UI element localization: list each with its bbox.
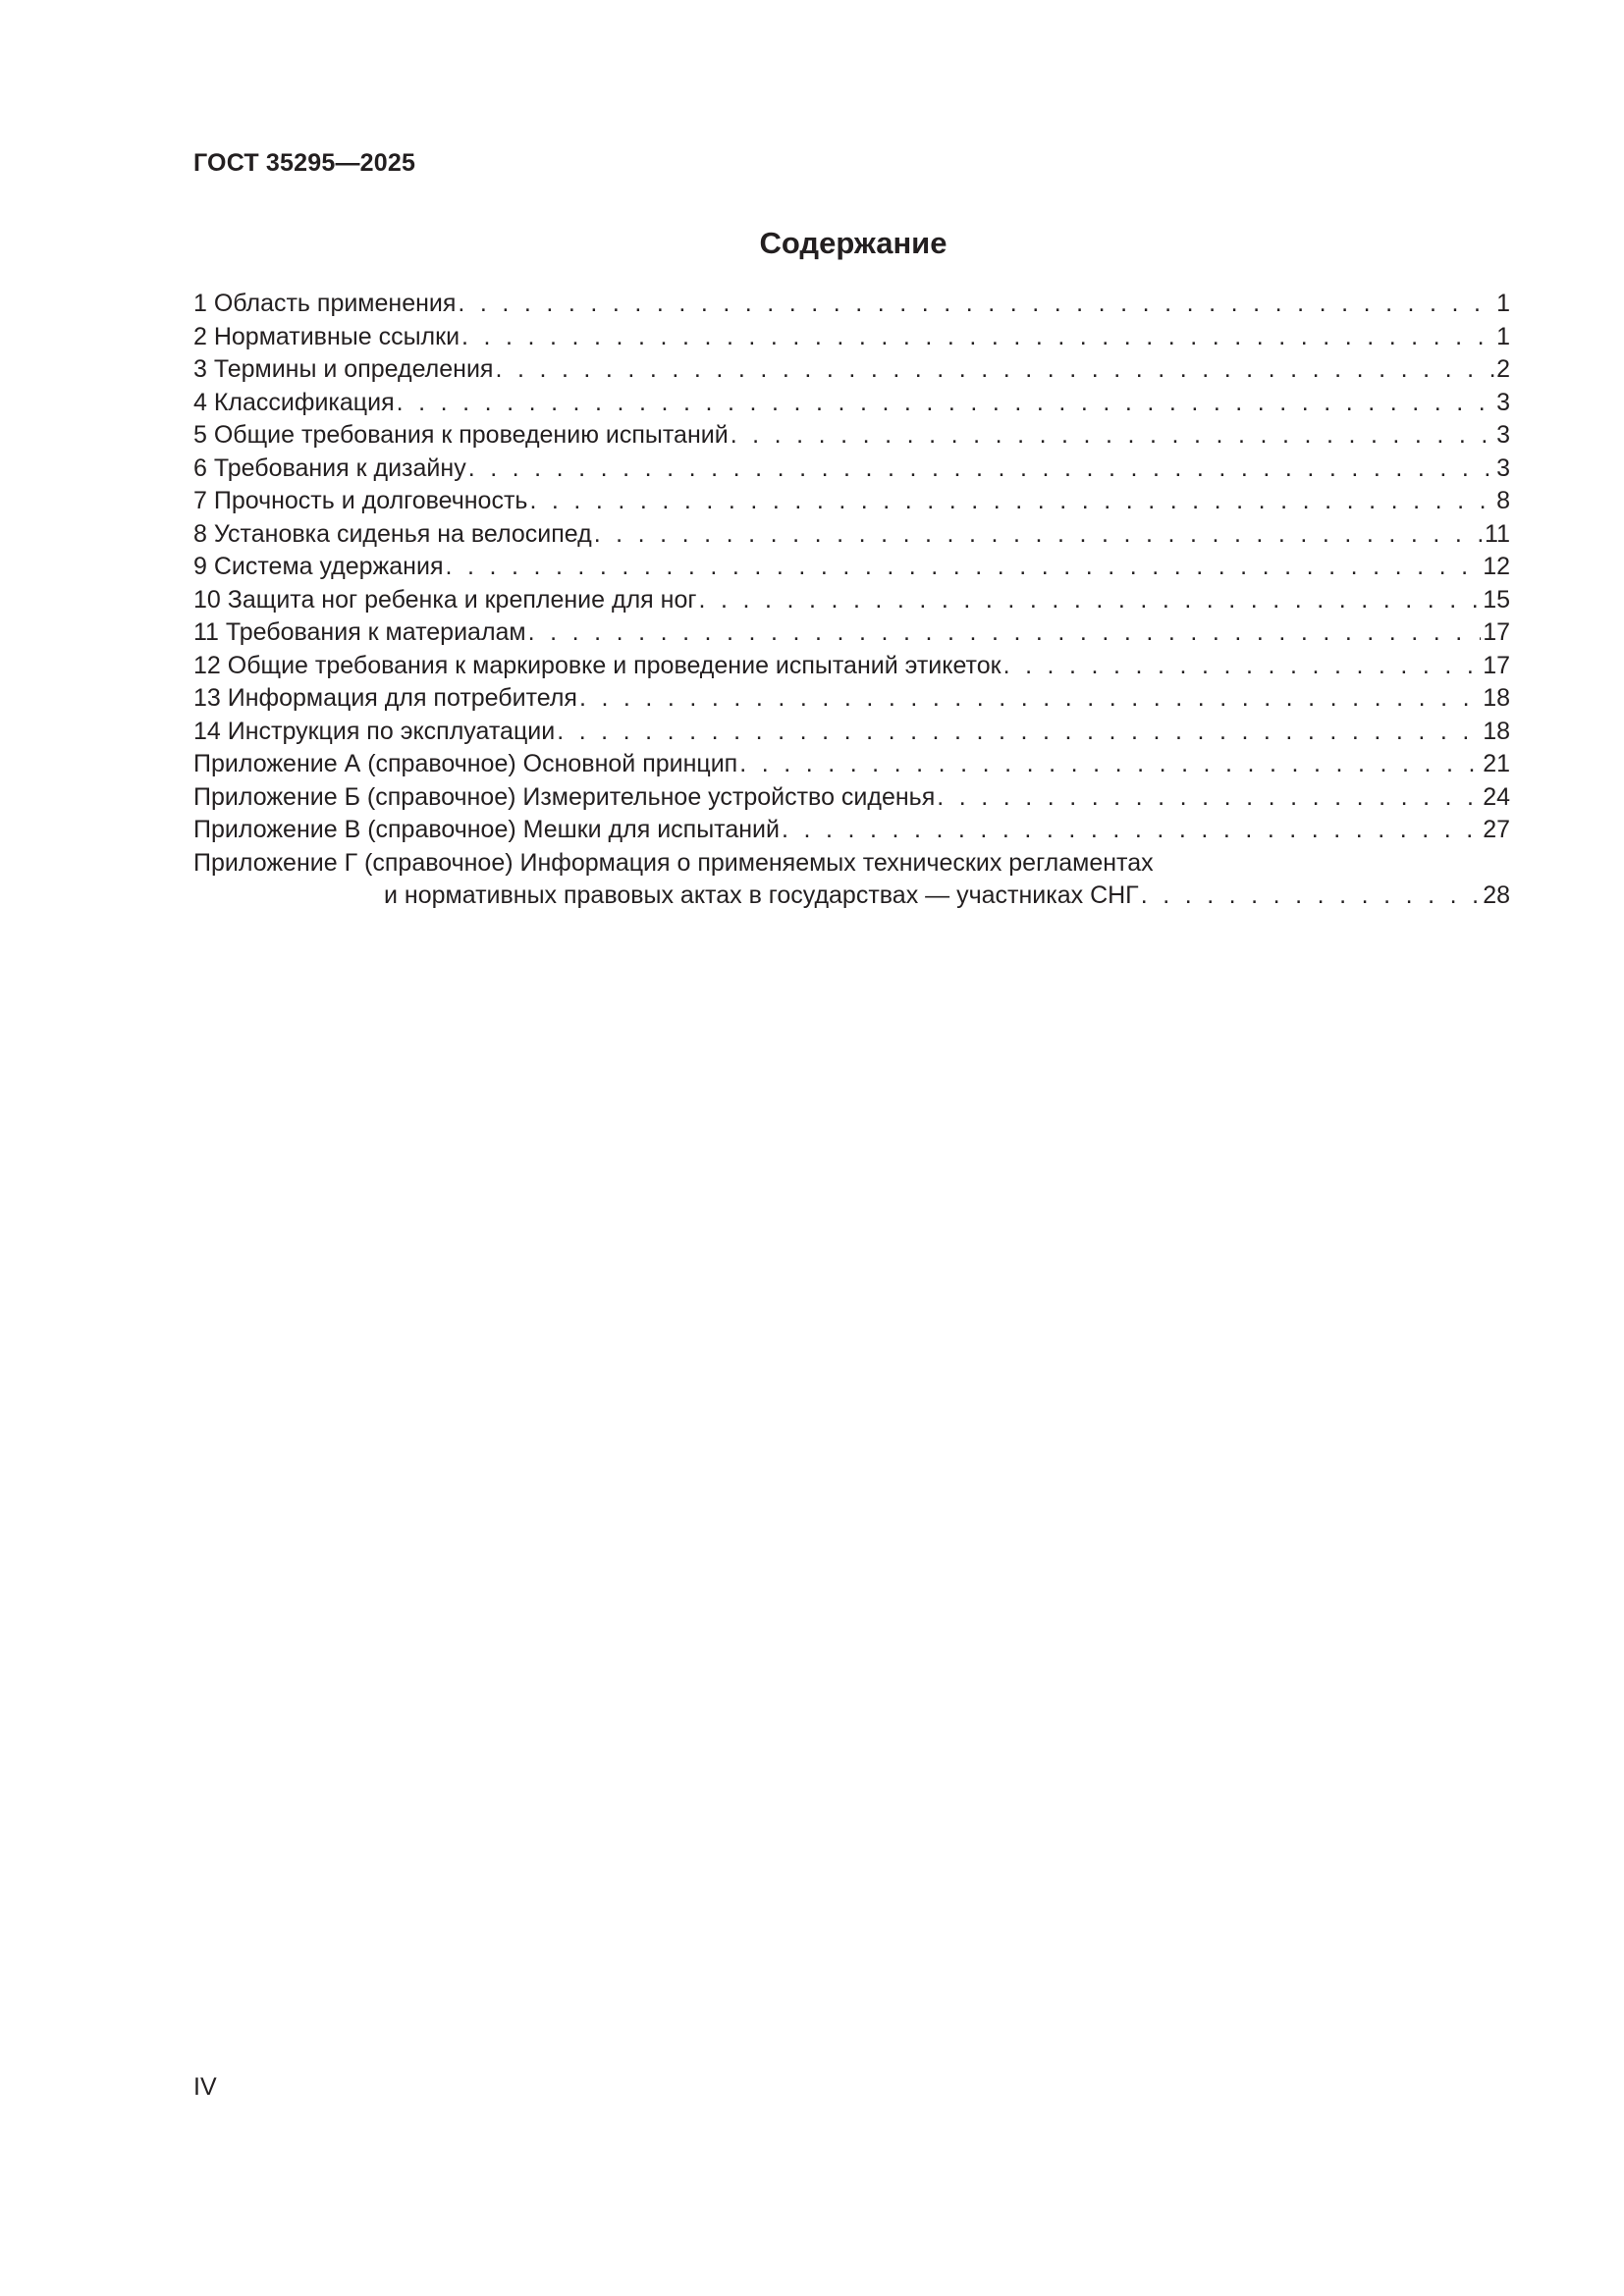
toc-entry[interactable]	[193, 551, 1510, 584]
toc-entry[interactable]	[193, 616, 1510, 650]
toc-entry[interactable]	[193, 584, 1510, 617]
toc-entry-label: 12 Общие требования к маркировке и проведение испытаний этикеток	[193, 651, 1001, 679]
toc-entry-page: 28	[1483, 881, 1510, 909]
toc-entry[interactable]	[193, 288, 1510, 321]
toc-entry[interactable]	[193, 716, 1510, 749]
toc-entry[interactable]	[193, 781, 1510, 815]
toc-entry-page: 11	[1485, 519, 1510, 548]
toc-entry[interactable]	[193, 880, 1510, 913]
document-header: ГОСТ 35295—2025	[193, 149, 416, 177]
toc-entry-label: 1 Область применения	[193, 290, 457, 317]
dot-leader	[461, 321, 1494, 354]
toc-entry-page: 8	[1496, 487, 1510, 514]
toc-entry[interactable]	[193, 682, 1510, 716]
toc-entry-page: 27	[1483, 816, 1510, 843]
toc-entry[interactable]	[193, 650, 1510, 683]
toc-entry-page: 18	[1483, 717, 1510, 745]
dot-leader	[529, 485, 1494, 518]
toc-entry-label: 5 Общие требования к проведению испытаний	[193, 421, 729, 449]
toc-entry-label-line1[interactable]: Приложение Г (справочное) Информация о применяемых технических регламентах	[193, 848, 1154, 877]
page-title: Содержание	[759, 226, 947, 260]
toc-entry[interactable]	[193, 453, 1510, 486]
dot-leader	[579, 682, 1481, 716]
toc-entry-page: 15	[1483, 585, 1510, 614]
toc-entry-page: 24	[1483, 782, 1510, 811]
toc-entry-page: 3	[1496, 388, 1510, 416]
toc-entry-page: 12	[1483, 553, 1510, 580]
dot-leader	[468, 453, 1494, 486]
toc-entry[interactable]	[193, 518, 1510, 552]
toc-entry-label: 4 Классификация	[193, 388, 395, 416]
toc-entry-label: Приложение В (справочное) Мешки для испытаний	[193, 816, 780, 843]
dot-leader	[528, 616, 1482, 650]
toc-entry-page: 3	[1496, 421, 1510, 449]
toc-entry[interactable]	[193, 748, 1510, 781]
toc-entry-label: 13 Информация для потребителя	[193, 684, 577, 712]
toc-entry-label: 8 Установка сиденья на велосипед	[193, 519, 592, 548]
toc-entry[interactable]	[193, 814, 1510, 847]
dot-leader	[1003, 650, 1482, 683]
dot-leader	[557, 716, 1481, 749]
toc-entry-page: 2	[1496, 355, 1510, 383]
toc-entry-label: Приложение А (справочное) Основной принцип	[193, 750, 738, 777]
toc-entry[interactable]	[193, 419, 1510, 453]
dot-leader	[458, 288, 1494, 321]
toc-entry-page: 3	[1496, 454, 1510, 482]
dot-leader	[594, 518, 1483, 552]
toc-entry-label: 10 Защита ног ребенка и крепление для ног	[193, 585, 697, 614]
toc-entry[interactable]	[193, 485, 1510, 518]
page-number: IV	[193, 2073, 217, 2101]
table-of-contents	[193, 288, 1510, 913]
toc-entry-page: 17	[1483, 651, 1510, 679]
toc-entry-label: 14 Инструкция по эксплуатации	[193, 717, 556, 745]
toc-entry-label: 11 Требования к материалам	[193, 618, 526, 646]
toc-entry-label: Приложение Б (справочное) Измерительное устройство сиденья	[193, 782, 936, 811]
toc-entry[interactable]	[193, 353, 1510, 387]
dot-leader	[699, 584, 1482, 617]
toc-entry-page: 1	[1496, 290, 1510, 317]
dot-leader	[495, 353, 1494, 387]
dot-leader	[731, 419, 1494, 453]
dot-leader	[397, 387, 1494, 420]
toc-entry-label: 6 Требования к дизайну	[193, 454, 466, 482]
dot-leader	[739, 748, 1481, 781]
dot-leader	[937, 781, 1481, 815]
toc-entry[interactable]	[193, 387, 1510, 420]
toc-entry-page: 18	[1483, 684, 1510, 712]
toc-entry-label: 3 Термины и определения	[193, 355, 494, 383]
dot-leader	[1141, 880, 1481, 913]
dot-leader	[782, 814, 1481, 847]
toc-entry-page: 21	[1483, 750, 1510, 777]
toc-entry-label: 7 Прочность и долговечность	[193, 487, 528, 514]
toc-entry-page: 1	[1496, 322, 1510, 350]
toc-entry-label: 9 Система удержания	[193, 553, 444, 580]
toc-entry-page: 17	[1483, 618, 1510, 646]
toc-entry-label-line2: и нормативных правовых актах в государствах — участниках СНГ	[384, 881, 1139, 909]
toc-entry-label: 2 Нормативные ссылки	[193, 322, 460, 350]
dot-leader	[445, 551, 1481, 584]
toc-entry[interactable]	[193, 321, 1510, 354]
